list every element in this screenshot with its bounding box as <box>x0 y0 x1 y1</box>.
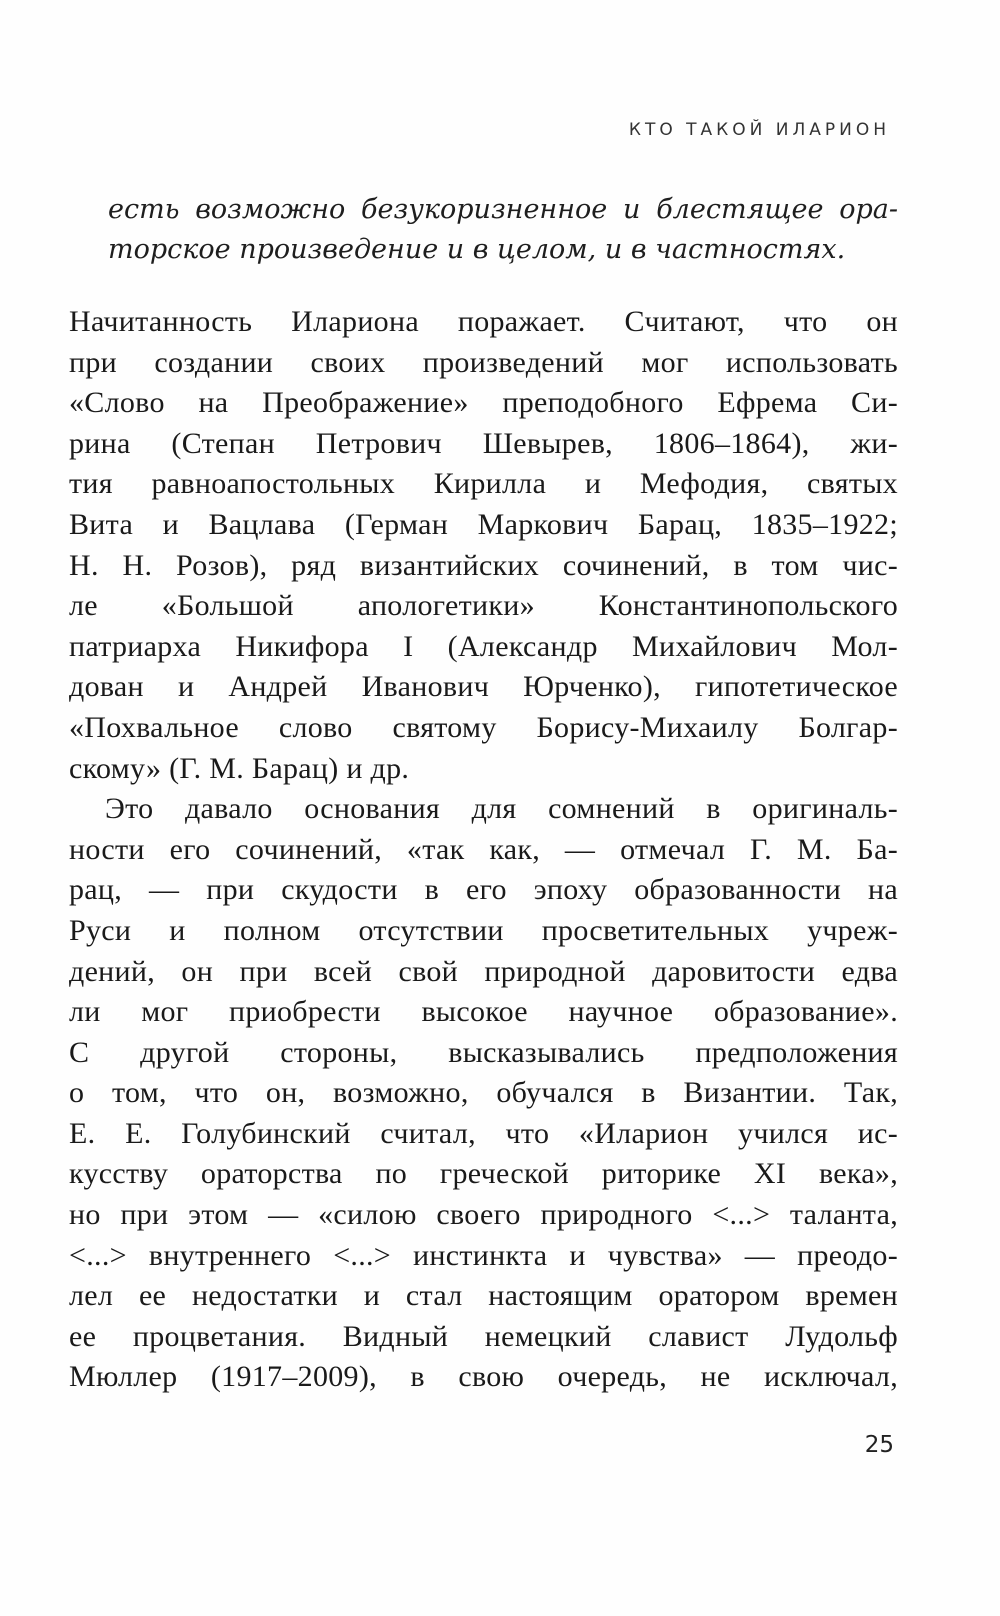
text-line: при создании своих произведений мог использовать <box>69 345 898 379</box>
text-line: рац, — при скудости в его эпоху образованности на <box>69 873 898 907</box>
body-text <box>69 302 898 1398</box>
text-line: «Слово на Преображение» преподобного Ефрема Си- <box>69 386 898 420</box>
text-line: дений, он при всей свой природной даровитости едва <box>69 954 898 988</box>
paragraph-2 <box>69 789 898 1398</box>
running-head: КТО ТАКОЙ ИЛАРИОН <box>628 120 890 140</box>
text-line: ли мог приобрести высокое научное образование». <box>69 995 898 1029</box>
text-line: скому» (Г. М. Барац) и др. <box>69 751 410 785</box>
text-line: тия равноапостольных Кирилла и Мефодия, святых <box>69 467 898 501</box>
text-line: Мюллер (1917–2009), в свою очередь, не исключал, <box>69 1360 898 1394</box>
text-line: патриарха Никифора I (Александр Михайлович Мол- <box>69 629 898 663</box>
quote-line: торское произведение и в целом, и в частностях. <box>108 234 846 265</box>
text-line: кусству ораторства по греческой риторике XI века», <box>69 1157 898 1191</box>
text-line: но при этом — «силою своего природного <...> таланта, <box>69 1198 898 1232</box>
quote-block <box>108 190 898 270</box>
text-line: Это давало основания для сомнений в оригиналь- <box>105 792 898 826</box>
text-line: Вита и Вацлава (Герман Маркович Барац, 1835–1922; <box>69 507 898 541</box>
text-line: «Похвальное слово святому Борису-Михаилу Болгар- <box>69 710 898 744</box>
text-line: С другой стороны, высказывались предположения <box>69 1035 898 1069</box>
text-line: Руси и полном отсутствии просветительных учреж- <box>69 913 898 947</box>
paragraph-1 <box>69 302 898 789</box>
text-line: <...> внутреннего <...> инстинкта и чувства» — преодо- <box>69 1238 898 1272</box>
text-line: дован и Андрей Иванович Юрченко), гипотетическое <box>69 670 898 704</box>
text-line: Е. Е. Голубинский считал, что «Иларион учился ис- <box>69 1116 898 1150</box>
text-line: Н. Н. Розов), ряд византийских сочинений, в том чис- <box>69 548 898 582</box>
text-line: ности его сочинений, «так как, — отмечал Г. М. Ба- <box>69 832 898 866</box>
text-line: рина (Степан Петрович Шевырев, 1806–1864), жи- <box>69 426 898 460</box>
text-line: ее процветания. Видный немецкий славист Лудольф <box>69 1319 898 1353</box>
text-line: Начитанность Илариона поражает. Считают, что он <box>69 305 898 338</box>
page-number: 25 <box>864 1432 894 1458</box>
quote-line: есть возможно безукоризненное и блестящее ора- <box>108 194 898 225</box>
text-line: ле «Большой апологетики» Константинопольского <box>69 589 898 623</box>
text-line: о том, что он, возможно, обучался в Византии. Так, <box>69 1076 898 1110</box>
text-line: лел ее недостатки и стал настоящим оратором времен <box>69 1279 898 1313</box>
